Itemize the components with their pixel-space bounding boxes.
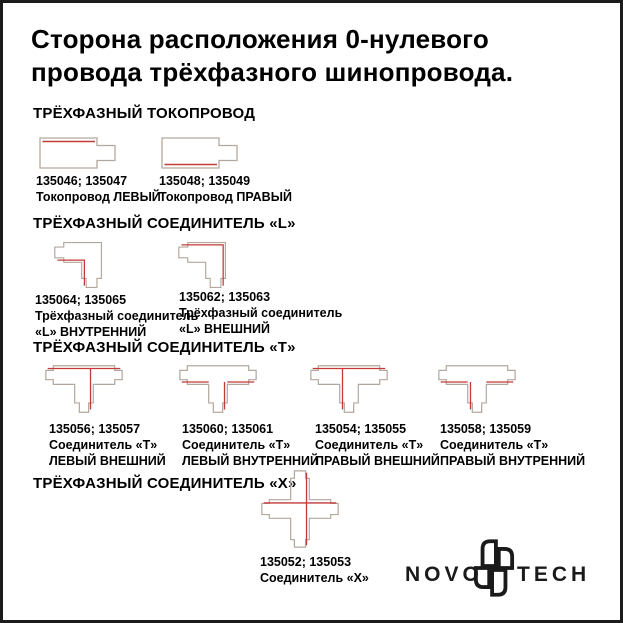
connector-t-left-inner-diagram	[178, 360, 258, 418]
page-title-line1: Сторона расположения 0-нулевого	[31, 24, 489, 54]
item-codes: 135052; 135053	[260, 555, 352, 569]
item-name: ЛЕВЫЙ ВНЕШНИЙ	[49, 454, 166, 468]
section-header-connector-x: ТРЁХФАЗНЫЙ СОЕДИНИТЕЛЬ «Х»	[33, 475, 297, 492]
connector-t-left-inner-neutral-line	[182, 382, 255, 409]
item-codes: 135048; 135049	[159, 174, 251, 188]
item-codes: 135064; 135065	[35, 293, 127, 307]
connector-x-outline	[262, 471, 338, 547]
item-name: Трёхфазный соединитель	[179, 306, 343, 320]
item-codes: 135062; 135063	[179, 290, 271, 304]
connector-l-outer-neutral-line	[181, 245, 223, 286]
section-header-connector-t: ТРЁХФАЗНЫЙ СОЕДИНИТЕЛЬ «Т»	[33, 339, 296, 356]
item-name: ПРАВЫЙ ВНЕШНИЙ	[315, 454, 440, 468]
item-label	[35, 292, 198, 340]
item-label	[49, 421, 166, 469]
item-label	[315, 421, 440, 469]
item-label	[260, 554, 369, 586]
page-title	[31, 23, 513, 89]
tokoprovod-right-diagram	[161, 136, 239, 170]
connector-l-inner-diagram	[51, 239, 107, 291]
connector-t-left-outer-diagram	[44, 360, 124, 418]
connector-t-right-inner-neutral-line	[441, 382, 514, 409]
connector-t-right-inner-outline	[439, 366, 515, 413]
item-label	[36, 173, 161, 205]
connector-l-inner-outline	[55, 243, 102, 288]
item-name: Токопровод ПРАВЫЙ	[159, 190, 292, 204]
item-label	[182, 421, 319, 469]
connector-l-outer-diagram	[175, 239, 231, 291]
brand-text-left: NOVO	[405, 563, 483, 586]
item-name: Трёхфазный соединитель	[35, 309, 199, 323]
connector-t-right-outer-neutral-line	[313, 369, 386, 410]
item-label	[179, 289, 342, 337]
item-codes: 135056; 135057	[49, 422, 141, 436]
connector-t-left-outer-outline	[46, 366, 122, 413]
connector-l-outer-outline	[179, 243, 226, 288]
page-title-line2: провода трёхфазного шинопровода.	[31, 57, 514, 87]
connector-t-right-outer-diagram	[309, 360, 389, 418]
connector-t-right-inner-diagram	[437, 360, 517, 418]
section-header-tokoprovod: ТРЁХФАЗНЫЙ ТОКОПРОВОД	[33, 105, 256, 122]
item-label	[440, 421, 585, 469]
item-name: ЛЕВЫЙ ВНУТРЕННИЙ	[182, 454, 319, 468]
item-codes: 135058; 135059	[440, 422, 532, 436]
section-header-connector-l: ТРЁХФАЗНЫЙ СОЕДИНИТЕЛЬ «L»	[33, 215, 296, 232]
item-codes: 135046; 135047	[36, 174, 128, 188]
item-name: Токопровод ЛЕВЫЙ	[36, 190, 161, 204]
item-name: «L» ВНУТРЕННИЙ	[35, 325, 147, 339]
item-codes: 135060; 135061	[182, 422, 274, 436]
connector-t-left-outer-neutral-line	[48, 369, 121, 410]
item-name: Соединитель «Т»	[440, 438, 549, 452]
tokoprovod-left-outline	[40, 138, 115, 168]
connector-l-inner-neutral-line	[57, 260, 84, 286]
connector-t-left-inner-outline	[180, 366, 256, 413]
item-codes: 135054; 135055	[315, 422, 407, 436]
connector-x-diagram	[260, 469, 340, 549]
item-label	[159, 173, 292, 205]
brand-text-right: TECH	[517, 563, 591, 586]
item-name: Соединитель «Т»	[182, 438, 291, 452]
item-name: ПРАВЫЙ ВНУТРЕННИЙ	[440, 454, 586, 468]
item-name: «L» ВНЕШНИЙ	[179, 322, 270, 336]
item-name: Соединитель «Х»	[260, 571, 369, 585]
novotech-petals-icon	[473, 538, 515, 598]
tokoprovod-left-diagram	[39, 136, 117, 170]
item-name: Соединитель «Т»	[315, 438, 424, 452]
item-name: Соединитель «Т»	[49, 438, 158, 452]
connector-t-right-outer-outline	[311, 366, 387, 413]
connector-x-neutral-line	[264, 473, 337, 546]
tokoprovod-right-outline	[162, 138, 237, 168]
